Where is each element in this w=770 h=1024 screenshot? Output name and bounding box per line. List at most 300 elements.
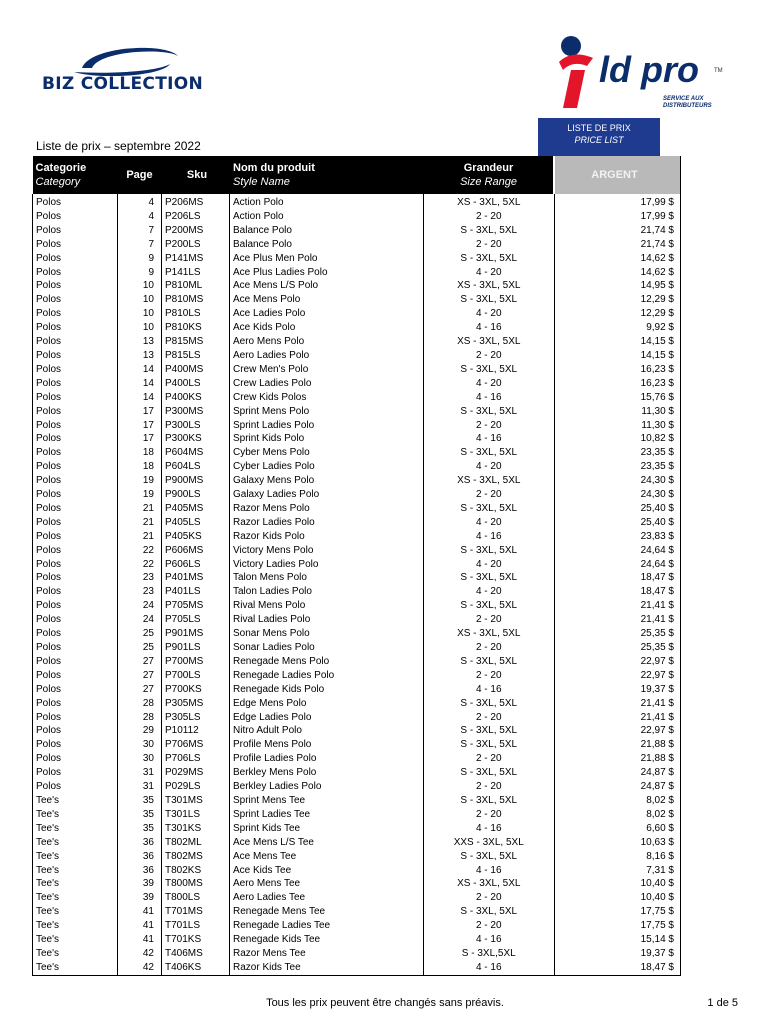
cell-price: 21,88 $ xyxy=(554,738,681,752)
table-row xyxy=(33,794,681,808)
cell-page: 22 xyxy=(142,558,154,570)
cell-name: Edge Ladies Polo xyxy=(233,711,312,723)
cell-price: 14,15 $ xyxy=(554,335,681,349)
cell-size: 4 - 20 xyxy=(424,460,555,474)
table-row xyxy=(33,349,681,363)
cell-page: 7 xyxy=(148,224,154,236)
cell-size: 4 - 16 xyxy=(424,530,555,544)
cell-page: 9 xyxy=(148,252,154,264)
header-name-en: Style Name xyxy=(233,176,290,188)
table-row xyxy=(33,683,681,697)
cell-price: 9,92 $ xyxy=(554,321,681,335)
table-row xyxy=(33,669,681,683)
cell-size: 4 - 16 xyxy=(424,933,555,947)
cell-page: 14 xyxy=(142,391,154,403)
cell-sku: P206MS xyxy=(162,194,230,210)
cell-size: S - 3XL, 5XL xyxy=(424,697,555,711)
table-row xyxy=(33,808,681,822)
cell-category: Polos xyxy=(33,655,118,669)
cell-sku: P300KS xyxy=(162,432,230,446)
cell-category: Polos xyxy=(33,266,118,280)
cell-sku: P706LS xyxy=(162,752,230,766)
cell-name: Razor Mens Tee xyxy=(233,947,306,959)
cell-name: Renegade Ladies Tee xyxy=(233,920,331,932)
cell-price: 24,87 $ xyxy=(554,780,681,794)
cell-sku: P405KS xyxy=(162,530,230,544)
header-size-en: Size Range xyxy=(460,176,517,188)
cell-sku: P700KS xyxy=(162,683,230,697)
table-row xyxy=(33,419,681,433)
cell-name: Balance Polo xyxy=(233,238,292,250)
cell-page: 31 xyxy=(142,767,154,779)
cell-name: Victory Ladies Polo xyxy=(233,558,319,570)
cell-name: Berkley Mens Polo xyxy=(233,767,317,779)
cell-category: Polos xyxy=(33,683,118,697)
price-list-label: LISTE DE PRIX xyxy=(567,123,631,133)
cell-price: 18,47 $ xyxy=(554,571,681,585)
cell-size: XS - 3XL, 5XL xyxy=(424,194,555,210)
cell-price: 24,30 $ xyxy=(554,488,681,502)
price-table-body xyxy=(33,194,681,975)
cell-category: Polos xyxy=(33,613,118,627)
cell-page: 27 xyxy=(142,669,154,681)
cell-name: Rival Ladies Polo xyxy=(233,614,311,626)
table-row xyxy=(33,738,681,752)
table-row xyxy=(33,516,681,530)
cell-page: 9 xyxy=(148,266,154,278)
cell-size: 4 - 16 xyxy=(424,822,555,836)
cell-size: 4 - 16 xyxy=(424,683,555,697)
cell-sku: P405LS xyxy=(162,516,230,530)
cell-sku: P305LS xyxy=(162,711,230,725)
cell-name: Sprint Ladies Tee xyxy=(233,808,311,820)
cell-price: 23,83 $ xyxy=(554,530,681,544)
idpro-wordmark: ld pro xyxy=(599,49,699,90)
cell-page: 35 xyxy=(142,808,154,820)
price-list-banner xyxy=(538,118,660,158)
cell-category: Polos xyxy=(33,252,118,266)
cell-name: Sonar Ladies Polo xyxy=(233,642,315,653)
cell-size: 2 - 20 xyxy=(424,488,555,502)
header-size-fr: Grandeur xyxy=(463,162,514,174)
cell-category: Tee's xyxy=(33,891,118,905)
header-price-argent: ARGENT xyxy=(554,156,681,194)
cell-category: Polos xyxy=(33,599,118,613)
cell-category: Polos xyxy=(33,738,118,752)
cell-price: 12,29 $ xyxy=(554,307,681,321)
cell-sku: P305MS xyxy=(162,697,230,711)
cell-size: 4 - 16 xyxy=(424,432,555,446)
cell-size: S - 3XL, 5XL xyxy=(424,363,555,377)
cell-page: 19 xyxy=(142,475,154,487)
cell-name: Ace Ladies Polo xyxy=(233,308,306,320)
cell-price: 17,75 $ xyxy=(554,919,681,933)
cell-size: S - 3XL, 5XL xyxy=(424,293,555,307)
cell-price: 10,63 $ xyxy=(554,836,681,850)
table-row xyxy=(33,194,681,210)
cell-category: Polos xyxy=(33,224,118,238)
cell-price: 23,35 $ xyxy=(554,460,681,474)
table-row xyxy=(33,822,681,836)
cell-price: 14,62 $ xyxy=(554,252,681,266)
table-row xyxy=(33,530,681,544)
cell-price: 18,47 $ xyxy=(554,961,681,975)
idpro-tagline-line-2: DISTRIBUTEURS xyxy=(663,103,712,109)
cell-size: S - 3XL, 5XL xyxy=(424,738,555,752)
cell-size: S - 3XL, 5XL xyxy=(424,905,555,919)
cell-price: 15,76 $ xyxy=(554,391,681,405)
cell-name: Renegade Kids Tee xyxy=(233,934,321,946)
cell-size: 4 - 20 xyxy=(424,516,555,530)
cell-sku: P029MS xyxy=(162,766,230,780)
cell-size: 4 - 16 xyxy=(424,321,555,335)
cell-sku: P206LS xyxy=(162,210,230,224)
cell-category: Polos xyxy=(33,585,118,599)
cell-page: 10 xyxy=(142,280,154,292)
cell-page: 39 xyxy=(142,878,154,890)
cell-price: 21,41 $ xyxy=(554,697,681,711)
cell-page: 23 xyxy=(142,572,154,584)
header-sku: Sku xyxy=(162,156,230,194)
cell-category: Polos xyxy=(33,238,118,252)
cell-price: 18,47 $ xyxy=(554,585,681,599)
cell-category: Polos xyxy=(33,279,118,293)
cell-price: 17,99 $ xyxy=(554,210,681,224)
cell-name: Ace Mens L/S Polo xyxy=(233,280,319,292)
cell-sku: P029LS xyxy=(162,780,230,794)
cell-size: 2 - 20 xyxy=(424,752,555,766)
cell-size: S - 3XL, 5XL xyxy=(424,502,555,516)
cell-page: 21 xyxy=(142,530,154,542)
cell-price: 22,97 $ xyxy=(554,669,681,683)
cell-name: Aero Ladies Tee xyxy=(233,892,306,904)
cell-page: 21 xyxy=(142,502,154,514)
cell-page: 13 xyxy=(142,336,154,348)
cell-sku: P901LS xyxy=(162,641,230,655)
cell-sku: P606LS xyxy=(162,558,230,572)
cell-name: Cyber Ladies Polo xyxy=(233,461,315,473)
cell-sku: P606MS xyxy=(162,544,230,558)
cell-sku: P141MS xyxy=(162,252,230,266)
cell-size: XS - 3XL, 5XL xyxy=(424,877,555,891)
cell-price: 21,88 $ xyxy=(554,752,681,766)
table-row xyxy=(33,252,681,266)
cell-page: 17 xyxy=(142,419,154,431)
cell-size: S - 3XL, 5XL xyxy=(424,794,555,808)
cell-page: 36 xyxy=(142,850,154,862)
cell-name: Talon Mens Polo xyxy=(233,572,307,584)
cell-price: 19,37 $ xyxy=(554,947,681,961)
cell-page: 28 xyxy=(142,711,154,723)
cell-price: 25,40 $ xyxy=(554,516,681,530)
cell-price: 8,02 $ xyxy=(554,794,681,808)
cell-category: Tee's xyxy=(33,794,118,808)
table-row xyxy=(33,571,681,585)
cell-category: Tee's xyxy=(33,808,118,822)
cell-name: Nitro Adult Polo xyxy=(233,725,302,737)
cell-page: 25 xyxy=(142,642,154,653)
cell-sku: T802MS xyxy=(162,850,230,864)
table-row xyxy=(33,307,681,321)
cell-page: 23 xyxy=(142,586,154,598)
cell-price: 21,41 $ xyxy=(554,613,681,627)
cell-size: 4 - 20 xyxy=(424,585,555,599)
cell-name: Talon Ladies Polo xyxy=(233,586,312,598)
cell-page: 21 xyxy=(142,516,154,528)
cell-name: Crew Kids Polos xyxy=(233,391,307,403)
cell-name: Sprint Mens Tee xyxy=(233,794,306,806)
table-row xyxy=(33,697,681,711)
cell-sku: T406KS xyxy=(162,961,230,975)
cell-name: Ace Mens Polo xyxy=(233,294,301,306)
cell-page: 27 xyxy=(142,683,154,695)
cell-page: 10 xyxy=(142,294,154,306)
cell-category: Tee's xyxy=(33,905,118,919)
table-row xyxy=(33,321,681,335)
cell-price: 21,41 $ xyxy=(554,711,681,725)
cell-size: 4 - 20 xyxy=(424,266,555,280)
table-row xyxy=(33,891,681,905)
table-row xyxy=(33,585,681,599)
table-row xyxy=(33,599,681,613)
price-table xyxy=(32,156,681,976)
cell-size: 2 - 20 xyxy=(424,669,555,683)
cell-category: Tee's xyxy=(33,850,118,864)
cell-sku: T701KS xyxy=(162,933,230,947)
table-row xyxy=(33,766,681,780)
cell-size: S - 3XL, 5XL xyxy=(424,850,555,864)
cell-sku: P300LS xyxy=(162,419,230,433)
cell-name: Action Polo xyxy=(233,197,284,208)
cell-sku: P810LS xyxy=(162,307,230,321)
cell-page: 4 xyxy=(148,210,154,222)
cell-name: Action Polo xyxy=(233,210,284,222)
cell-category: Polos xyxy=(33,516,118,530)
cell-sku: P900LS xyxy=(162,488,230,502)
cell-size: S - 3XL, 5XL xyxy=(424,252,555,266)
cell-page: 19 xyxy=(142,489,154,501)
cell-price: 24,30 $ xyxy=(554,474,681,488)
cell-price: 8,16 $ xyxy=(554,850,681,864)
cell-page: 25 xyxy=(142,628,154,640)
header-category xyxy=(33,156,118,194)
table-row xyxy=(33,627,681,641)
cell-name: Ace Plus Men Polo xyxy=(233,252,318,264)
cell-category: Polos xyxy=(33,627,118,641)
cell-size: S - 3XL, 5XL xyxy=(424,544,555,558)
cell-price: 10,82 $ xyxy=(554,432,681,446)
cell-name: Ace Plus Ladies Polo xyxy=(233,266,328,278)
cell-sku: P400KS xyxy=(162,391,230,405)
cell-size: 2 - 20 xyxy=(424,891,555,905)
cell-name: Razor Kids Polo xyxy=(233,530,305,542)
cell-page: 41 xyxy=(142,934,154,946)
table-row xyxy=(33,224,681,238)
table-row xyxy=(33,210,681,224)
table-row xyxy=(33,961,681,975)
cell-category: Polos xyxy=(33,307,118,321)
cell-page: 13 xyxy=(142,349,154,361)
cell-price: 22,97 $ xyxy=(554,724,681,738)
cell-category: Polos xyxy=(33,544,118,558)
cell-sku: T301MS xyxy=(162,794,230,808)
cell-size: 4 - 16 xyxy=(424,864,555,878)
table-row xyxy=(33,488,681,502)
cell-sku: P400LS xyxy=(162,377,230,391)
cell-name: Renegade Mens Polo xyxy=(233,655,330,667)
idpro-tagline-line-1: SERVICE AUX xyxy=(663,96,704,102)
footer-disclaimer: Tous les prix peuvent être changés sans préavis. xyxy=(266,997,504,1009)
cell-name: Crew Ladies Polo xyxy=(233,377,312,389)
cell-name: Ace Kids Polo xyxy=(233,322,296,334)
cell-page: 24 xyxy=(142,600,154,612)
cell-name: Renegade Kids Polo xyxy=(233,683,325,695)
cell-size: S - 3XL, 5XL xyxy=(424,405,555,419)
cell-page: 14 xyxy=(142,377,154,389)
cell-sku: P10112 xyxy=(162,724,230,738)
cell-category: Tee's xyxy=(33,864,118,878)
biz-collection-wordmark: BIZ COLLECTION xyxy=(42,74,204,94)
table-row xyxy=(33,655,681,669)
cell-name: Aero Mens Tee xyxy=(233,878,301,890)
cell-page: 10 xyxy=(142,308,154,320)
cell-category: Polos xyxy=(33,349,118,363)
cell-name: Renegade Ladies Polo xyxy=(233,669,335,681)
table-row xyxy=(33,377,681,391)
cell-page: 22 xyxy=(142,544,154,556)
trademark-mark: TM xyxy=(714,68,723,74)
cell-price: 25,35 $ xyxy=(554,641,681,655)
cell-size: 2 - 20 xyxy=(424,919,555,933)
cell-sku: T406MS xyxy=(162,947,230,961)
cell-sku: P141LS xyxy=(162,266,230,280)
cell-category: Polos xyxy=(33,460,118,474)
table-row xyxy=(33,405,681,419)
cell-size: 4 - 16 xyxy=(424,961,555,975)
cell-sku: P705LS xyxy=(162,613,230,627)
cell-size: S - 3XL,5XL xyxy=(424,947,555,961)
page-indicator: 1 de 5 xyxy=(707,997,738,1009)
cell-sku: P900MS xyxy=(162,474,230,488)
table-row xyxy=(33,544,681,558)
cell-price: 16,23 $ xyxy=(554,363,681,377)
cell-category: Tee's xyxy=(33,822,118,836)
cell-name: Profile Ladies Polo xyxy=(233,753,317,765)
table-row xyxy=(33,641,681,655)
cell-category: Polos xyxy=(33,558,118,572)
biz-collection-swoosh-icon xyxy=(38,40,218,76)
cell-size: S - 3XL, 5XL xyxy=(424,599,555,613)
cell-size: S - 3XL, 5XL xyxy=(424,724,555,738)
cell-size: 4 - 16 xyxy=(424,391,555,405)
table-row xyxy=(33,905,681,919)
cell-category: Polos xyxy=(33,752,118,766)
cell-sku: P700LS xyxy=(162,669,230,683)
cell-category: Polos xyxy=(33,363,118,377)
cell-sku: T802ML xyxy=(162,836,230,850)
page-title: Liste de prix – septembre 2022 xyxy=(36,139,201,153)
cell-price: 11,30 $ xyxy=(554,419,681,433)
cell-category: Tee's xyxy=(33,961,118,975)
cell-sku: P200LS xyxy=(162,238,230,252)
cell-page: 41 xyxy=(142,920,154,932)
cell-sku: P810KS xyxy=(162,321,230,335)
cell-sku: T701LS xyxy=(162,919,230,933)
cell-size: S - 3XL, 5XL xyxy=(424,224,555,238)
cell-category: Polos xyxy=(33,780,118,794)
cell-page: 18 xyxy=(142,447,154,459)
table-row xyxy=(33,293,681,307)
cell-category: Polos xyxy=(33,210,118,224)
cell-name: Razor Kids Tee xyxy=(230,961,424,975)
cell-size: XS - 3XL, 5XL xyxy=(424,474,555,488)
cell-page: 30 xyxy=(142,739,154,751)
cell-name: Razor Ladies Polo xyxy=(233,516,315,528)
cell-category: Polos xyxy=(33,194,118,210)
cell-sku: P400MS xyxy=(162,363,230,377)
cell-category: Polos xyxy=(33,293,118,307)
table-row xyxy=(33,711,681,725)
cell-name: Ace Kids Tee xyxy=(233,864,292,876)
table-row xyxy=(33,947,681,961)
cell-page: 41 xyxy=(142,906,154,918)
cell-name: Renegade Mens Tee xyxy=(233,906,326,918)
cell-page: 36 xyxy=(142,864,154,876)
cell-size: 4 - 20 xyxy=(424,558,555,572)
cell-sku: P700MS xyxy=(162,655,230,669)
cell-category: Polos xyxy=(33,391,118,405)
cell-sku: P401LS xyxy=(162,585,230,599)
cell-sku: T800LS xyxy=(162,891,230,905)
table-row xyxy=(33,474,681,488)
cell-sku: P200MS xyxy=(162,224,230,238)
cell-category: Tee's xyxy=(33,877,118,891)
cell-price: 21,74 $ xyxy=(554,238,681,252)
cell-name: Sprint Ladies Polo xyxy=(233,419,315,431)
cell-page: 36 xyxy=(142,836,154,848)
cell-size: 4 - 20 xyxy=(424,307,555,321)
table-row xyxy=(33,502,681,516)
cell-category: Polos xyxy=(33,335,118,349)
cell-page: 27 xyxy=(142,655,154,667)
cell-sku: T802KS xyxy=(162,864,230,878)
cell-price: 21,74 $ xyxy=(554,224,681,238)
cell-name: Sprint Mens Polo xyxy=(233,405,310,417)
cell-page: 10 xyxy=(142,322,154,334)
idpro-logo xyxy=(555,36,735,116)
cell-category: Polos xyxy=(33,377,118,391)
cell-page: 30 xyxy=(142,753,154,765)
cell-page: 42 xyxy=(142,947,154,959)
cell-price: 11,30 $ xyxy=(554,405,681,419)
header-name xyxy=(230,156,424,194)
cell-price: 14,95 $ xyxy=(554,279,681,293)
biz-collection-logo xyxy=(38,40,218,96)
table-row xyxy=(33,432,681,446)
cell-page: 35 xyxy=(142,794,154,806)
cell-category: Polos xyxy=(33,697,118,711)
cell-name: Galaxy Mens Polo xyxy=(233,475,315,487)
cell-page: 7 xyxy=(148,238,154,250)
table-row xyxy=(33,279,681,293)
cell-price: 24,64 $ xyxy=(554,544,681,558)
cell-price: 22,97 $ xyxy=(554,655,681,669)
cell-category: Polos xyxy=(33,321,118,335)
cell-sku: T800MS xyxy=(162,877,230,891)
cell-name: Sprint Kids Tee xyxy=(233,822,301,834)
cell-category: Polos xyxy=(33,488,118,502)
cell-size: XS - 3XL, 5XL xyxy=(424,279,555,293)
